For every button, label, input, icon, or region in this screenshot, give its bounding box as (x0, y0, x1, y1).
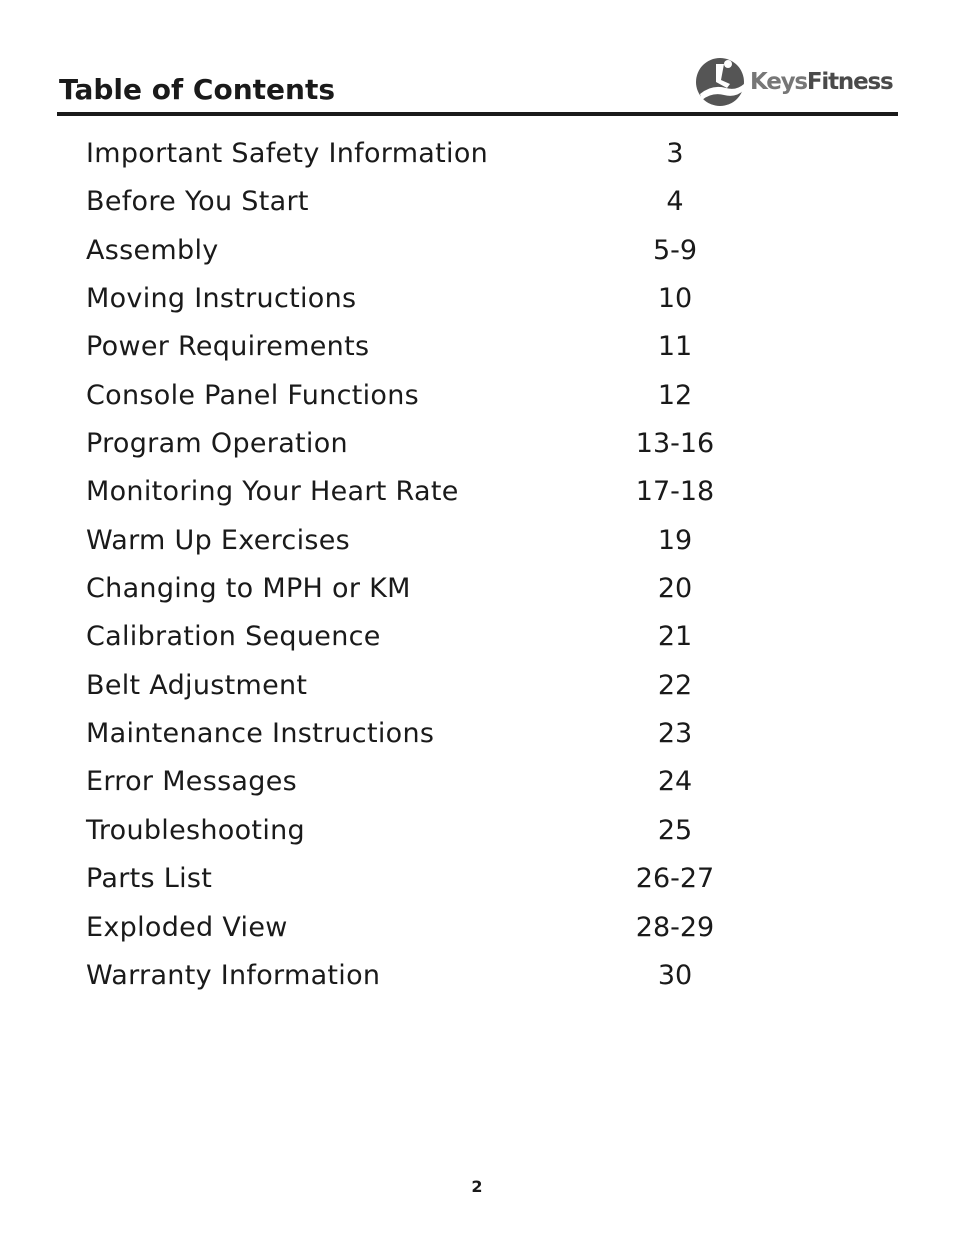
table-of-contents (86, 130, 766, 1000)
toc-entry-page: 11 (657, 331, 693, 363)
toc-entry-page: 21 (657, 621, 693, 653)
keys-fitness-logo (694, 54, 898, 108)
toc-entry-page: 26-27 (635, 863, 715, 895)
page-number: 2 (471, 1177, 483, 1196)
toc-entry-title: Parts List (86, 863, 213, 895)
toc-entry-title: Program Operation (86, 428, 348, 460)
toc-entry-page: 19 (657, 524, 693, 556)
runner-logo-icon (694, 54, 746, 108)
toc-entry[interactable] (86, 565, 766, 613)
toc-entry-page: 25 (657, 814, 693, 846)
toc-entry-page: 23 (657, 718, 693, 750)
toc-entry-title: Error Messages (86, 766, 297, 798)
toc-entry-page: 10 (657, 283, 693, 315)
toc-entry-title: Troubleshooting (86, 814, 305, 846)
toc-entry[interactable] (86, 904, 766, 952)
toc-entry-title: Warranty Information (86, 959, 381, 991)
toc-entry-page: 13-16 (635, 428, 715, 460)
toc-entry-page: 30 (657, 959, 693, 991)
toc-entry-page: 22 (657, 669, 693, 701)
toc-entry-title: Exploded View (86, 911, 288, 943)
toc-entry-title: Monitoring Your Heart Rate (86, 476, 459, 508)
toc-entry-page: 20 (657, 573, 693, 605)
toc-entry-page: 12 (657, 379, 693, 411)
toc-entry[interactable] (86, 662, 766, 710)
toc-entry-page: 17-18 (635, 476, 715, 508)
toc-entry[interactable] (86, 613, 766, 661)
brand-name (750, 68, 892, 96)
toc-entry[interactable] (86, 372, 766, 420)
toc-entry-page: 5-9 (652, 234, 698, 266)
brand-name-keys: Keys (750, 69, 807, 95)
toc-entry[interactable] (86, 710, 766, 758)
toc-entry[interactable] (86, 323, 766, 371)
toc-entry[interactable] (86, 517, 766, 565)
toc-entry[interactable] (86, 758, 766, 806)
toc-entry-title: Warm Up Exercises (86, 524, 351, 556)
page-title: Table of Contents (59, 73, 336, 106)
toc-entry[interactable] (86, 855, 766, 903)
toc-entry[interactable] (86, 130, 766, 178)
toc-entry-title: Belt Adjustment (86, 669, 308, 701)
toc-entry-title: Changing to MPH or KM (86, 573, 411, 605)
toc-entry-title: Moving Instructions (86, 283, 357, 315)
toc-entry-title: Calibration Sequence (86, 621, 381, 653)
toc-entry[interactable] (86, 952, 766, 1000)
toc-entry-title: Important Safety Information (86, 138, 489, 169)
brand-name-fitness: Fitness (806, 69, 893, 95)
toc-entry[interactable] (86, 807, 766, 855)
toc-entry-title: Power Requirements (86, 331, 370, 363)
toc-entry-page: 4 (666, 186, 684, 218)
toc-entry-title: Before You Start (86, 186, 309, 218)
toc-entry-title: Assembly (86, 234, 219, 266)
toc-entry-title: Maintenance Instructions (86, 718, 435, 750)
toc-entry[interactable] (86, 420, 766, 468)
toc-entry-title: Console Panel Functions (86, 379, 419, 411)
toc-entry[interactable] (86, 275, 766, 323)
toc-entry-page: 24 (657, 766, 693, 798)
header-divider (57, 112, 898, 116)
toc-entry[interactable] (86, 178, 766, 226)
toc-entry[interactable] (86, 227, 766, 275)
toc-entry-page: 28-29 (635, 911, 715, 943)
toc-entry-page: 3 (666, 138, 684, 169)
toc-entry[interactable] (86, 468, 766, 516)
